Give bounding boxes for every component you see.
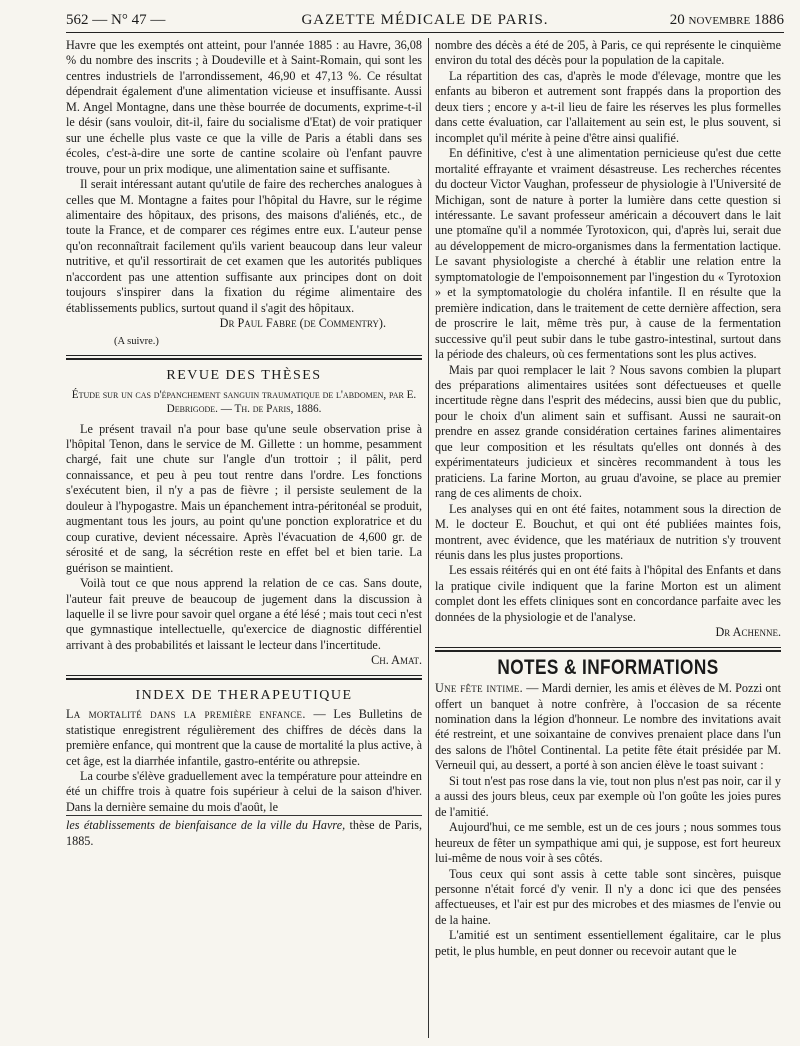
paragraph: Mais par quoi remplacer le lait ? Nous savons combien la plupart des préparations alimentaires usitées sont défectueuses et quelle incertitude règne dans l'esprit des médecins, aussi bien que du public, pour le choix d'un aliment sain et suffisant. Aussi ne saurait-on prendre en assez grande considération certaines farines alimentaires que leur composition et les résultats qu'elles ont donnés à des expérimentateurs judicieux et sincères recommandent à tous les praticiens. La farine Morton, au gruau d'avoine, se place au premier rang de ces aliments de choix. — [435, 362, 781, 501]
footnote: les établissements de bienfaisance de la ville du Havre, thèse de Paris, 1885. — [66, 815, 422, 849]
paragraph: Une fête intime. — Mardi dernier, les amis et élèves de M. Pozzi ont offert un banquet à notre confrère, à l'occasion de sa récente nomination dans la légion d'honneur. Le nombre des invitations avait été restreint, et une soixantaine de convives prenaient place dans l'un des salons de l'hôtel Continental. La petite fête était présidée par M. Verneuil qui, au dessert, a porté à son ancien élève le toast suivant : — [435, 681, 781, 773]
section-rule — [435, 647, 781, 652]
paragraph: La courbe s'élève graduellement avec la température pour atteindre en été un chiffre trois à quatre fois supérieur à celui de la saison d'hiver. Dans la dernière semaine du mois d'août, le — [66, 769, 422, 814]
section-rule — [66, 675, 422, 680]
paragraph: La répartition des cas, d'après le mode d'élevage, montre que les enfants au biberon et autrement sont frappés dans la proportion des deux tiers ; encore y a-t-il lieu de faire les réserves les plus formelles dans cette évaluation, car l'allaitement au sein est, le plus souvent, si incomplet qu'il mérite à peine d'être ainsi qualifié. — [435, 68, 781, 145]
paragraph: nombre des décès a été de 205, à Paris, ce qui représente le cinquième environ du total des décès pour la population de la capitale. — [435, 38, 781, 68]
author-signature: Dr Paul Fabre (de Commentry). — [219, 316, 386, 331]
page-number: 562 — N° 47 — — [66, 12, 166, 28]
right-column — [435, 38, 781, 1038]
paragraph: En définitive, c'est à une alimentation pernicieuse qu'est due cette mortalité effrayante et vraiment désastreuse. Les recherches récentes du docteur Victor Vaughan, professeur de physiologie à l'Université de Michigan, sont de nature à porter la lumière dans cette question si intéressante. Le savant professeur américain a découvert dans le lait une ptomaïne qu'il a nommée Tyrotoxicon, qui, d'après lui, serait due au développement de micro-organismes dans la fermentation lactique. Le savant physiologiste a cherché à établir une relation entre la symptomatologie de l'empoisonnement par l'ingestion du « Tyrotoxion » et la symptomatologie du choléra infantile. Il en résulte que la première indication, dans le traitement de cette dernière affection, sera de proscrire le lait, même très pur, à cause de la fermentation successive qu'il peut subir dans le tube gastro-intestinal, surtout dans la période des chaleurs, où ces fermentations sont les plus actives. — [435, 146, 781, 362]
to-be-continued: (A suivre.) — [114, 335, 159, 347]
section-heading-theses: REVUE DES THÈSES — [166, 368, 322, 384]
thesis-subtitle: Étude sur un cas d'épanchement sanguin traumatique de l'abdomen, par E. Debrigode. — Th. de Paris, 1886. — [71, 388, 417, 415]
left-column — [66, 38, 422, 1038]
author-signature: Ch. Amat. — [371, 653, 422, 668]
section-heading-index: INDEX DE THERAPEUTIQUE — [135, 687, 353, 703]
section-heading-notes: NOTES & INFORMATIONS — [497, 655, 719, 679]
paragraph: Aujourd'hui, ce me semble, est un de ces jours ; nous sommes tous heureux de fêter un sympathique ami qui, je suppose, est fort heureux lui-même de nous voir à ses côtés. — [435, 820, 781, 866]
journal-title: GAZETTE MÉDICALE DE PARIS. — [301, 12, 549, 28]
issue-date: 20 novembre 1886 — [669, 12, 784, 28]
page-header — [66, 8, 784, 33]
column-divider — [428, 38, 429, 1038]
paragraph: Tous ceux qui sont assis à cette table sont sincères, puisque personne n'était forcé d'y venir. Il n'y a donc ici que des pensées affectueuses, et l'air est pur des microbes et des miasmes de l'envie ou de la haine. — [435, 866, 781, 927]
lead-in: La mortalité dans la première enfance. — [66, 707, 306, 722]
paragraph: Havre que les exemptés ont atteint, pour l'année 1885 : au Havre, 36,08 % du nombre des inscrits ; à Doudeville et à Saint-Romain, qui sont les centres industriels de l'arrondissement, 46,90 et 47,13 %. Ce résultat dépendrait également d'une alimentation vicieuse et insuffisante. Aussi M. Angel Montagne, dans une thèse bourrée de documents, exprime-t-il le désir (sans vouloir, dit-il, faire du socialisme d'Etat) de voir pratiquer sur une échelle plus vaste ce que la ville de Paris a établi dans ses écoles, c'est-à-dire une sorte de cantine scolaire où l'enfant pauvre trouve, pour un prix modique, une alimentation saine et suffisante. — [66, 38, 422, 176]
paragraph: Voilà tout ce que nous apprend la relation de ce cas. Sans doute, l'auteur fait preuve de beaucoup de jugement dans la discussion à laquelle il se livre pour savoir quel organe a été lésé ; mais tout ceci n'est que gymnastique intellectuelle, qu'exercice de diagnostic différentiel arrivant à des probabilités et laissant le lecteur dans l'incertitude. — [66, 576, 422, 652]
paragraph: Les analyses qui en ont été faites, notamment sous la direction de M. le docteur E. Bouchut, et qui ont été publiées maintes fois, montrent, avec évidence, que les matériaux de nutrition s'y trouvent réunis dans les plus justes proportions. — [435, 501, 781, 562]
paragraph: Si tout n'est pas rose dans la vie, tout non plus n'est pas noir, car il y a aussi des jours bleus, ceux par exemple où l'on goûte les joies pures de l'amitié. — [435, 773, 781, 819]
paragraph: Il serait intéressant autant qu'utile de faire des recherches analogues à celles que M. Montagne a faites pour l'hôpital du Havre, sur le régime alimentaire des hôpitaux, des prisons, des maisons d'aliénés, etc., de toute la France, et de comparer ces régimes entre eux. L'auteur pense qu'on reconnaîtrait facilement qu'ils varient beaucoup dans leur valeur nutritive, et qu'il ressortirait de cet examen que les autorités publiques n'accordent pas une attention suffisante aux principes dont on doit toujours s'inspirer dans la fixation du régime alimentaire des établissements publics, surtout quand il s'agit des hôpitaux. — [66, 177, 422, 315]
author-signature: Dr Achenne. — [715, 625, 781, 640]
section-rule — [66, 355, 422, 360]
paragraph: Les essais réitérés qui en ont été faits à l'hôpital des Enfants et dans la pratique civile indiquent que la farine Morton est un aliment complet dont les effets cliniques sont en concordance parfaite avec les données de la physiologie et de l'analyse. — [435, 563, 781, 624]
lead-in: Une fête intime. — [435, 681, 524, 696]
paragraph: L'amitié est un sentiment essentiellement égalitaire, car le plus petit, le plus humble, en peut donner ou recevoir autant que le — [435, 928, 781, 958]
issue-number: — N° 47 — — [92, 12, 166, 28]
paragraph: La mortalité dans la première enfance. — Les Bulletins de statistique enregistrent régulièrement des chiffres de décès dans la première enfance, qui montrent que la cause de mortalité la plus active, à cet âge, est la diarrhée infantile, gastro-entérite ou athrepsie. — [66, 707, 422, 768]
paragraph: Le présent travail n'a pour base qu'une seule observation prise à l'hôpital Tenon, dans le service de M. Gillette : un homme, pesamment chargé, fait une chute sur l'angle d'un trottoir ; il pâlit, perd connaissance, et peu à peu tout rentre dans l'ordre. Les fonctions s'exécutent bien, il n'y a pas de fièvre ; il persiste seulement de la douleur à l'hypogastre. Mais un épanchement intra-péritonéal se produit, augmentant tous les jours, au point qu'une ponction exploratrice et du coup curative, devient nécessaire. Après l'évacuation de 4,600 gr. de sérosité et de sang, la sécrétion reste en effet bel et bien tarie. La guérison se maintient. — [66, 421, 422, 575]
